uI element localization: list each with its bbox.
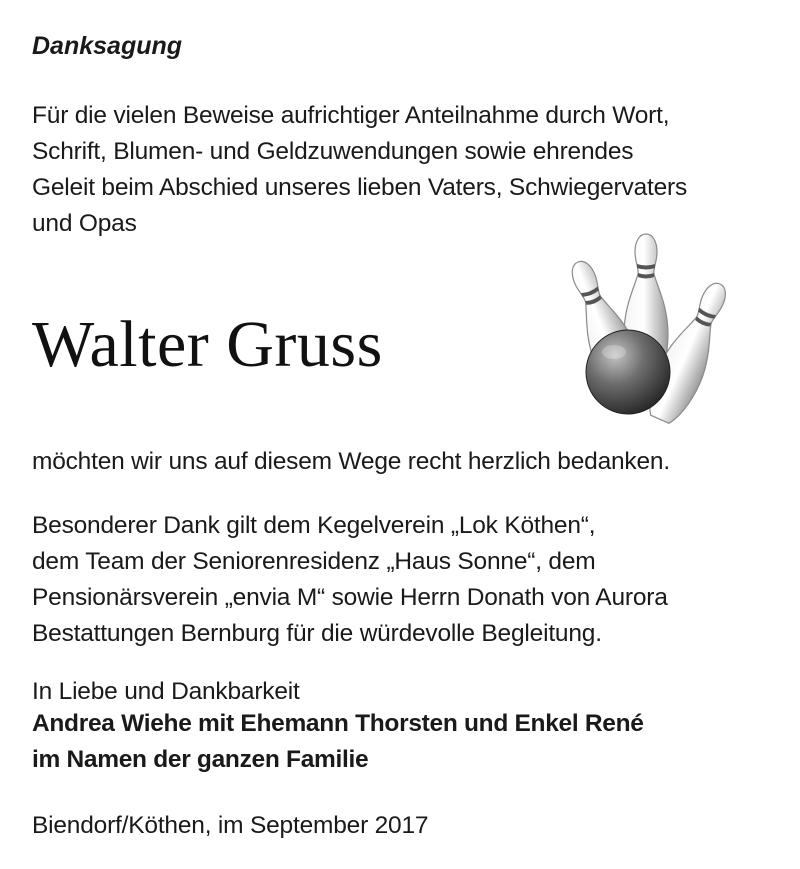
- bowling-ball: [586, 330, 670, 414]
- bowling-pins-and-ball-icon: [548, 232, 748, 432]
- special-thanks-line: Bestattungen Bernburg für die würdevolle Begleitung.: [32, 620, 602, 647]
- special-thanks-paragraph: [32, 508, 772, 652]
- special-thanks-line: Pensionärsverein „envia M“ sowie Herrn Donath von Aurora: [32, 584, 668, 611]
- signatory-line: im Namen der ganzen Familie: [32, 746, 369, 773]
- intro-paragraph: [32, 98, 772, 242]
- closing-phrase: In Liebe und Dankbarkeit: [32, 678, 300, 705]
- intro-line: Schrift, Blumen- und Geldzuwendungen sowie ehrendes: [32, 138, 634, 165]
- notice-heading: Danksagung: [32, 32, 183, 60]
- signatory-line: Andrea Wiehe mit Ehemann Thorsten und Enkel René: [32, 710, 644, 737]
- place-and-date: Biendorf/Köthen, im September 2017: [32, 812, 429, 839]
- intro-line: Geleit beim Abschied unseres lieben Vaters, Schwiegervaters: [32, 174, 688, 201]
- signatories: [32, 706, 644, 778]
- special-thanks-line: Besonderer Dank gilt dem Kegelverein „Lok Köthen“,: [32, 512, 596, 539]
- thanks-line: möchten wir uns auf diesem Wege recht herzlich bedanken.: [32, 448, 670, 475]
- deceased-name: Walter Gruss: [32, 308, 383, 381]
- intro-line: und Opas: [32, 210, 137, 237]
- intro-line: Für die vielen Beweise aufrichtiger Anteilnahme durch Wort,: [32, 102, 670, 129]
- special-thanks-line: dem Team der Seniorenresidenz „Haus Sonne“, dem: [32, 548, 596, 575]
